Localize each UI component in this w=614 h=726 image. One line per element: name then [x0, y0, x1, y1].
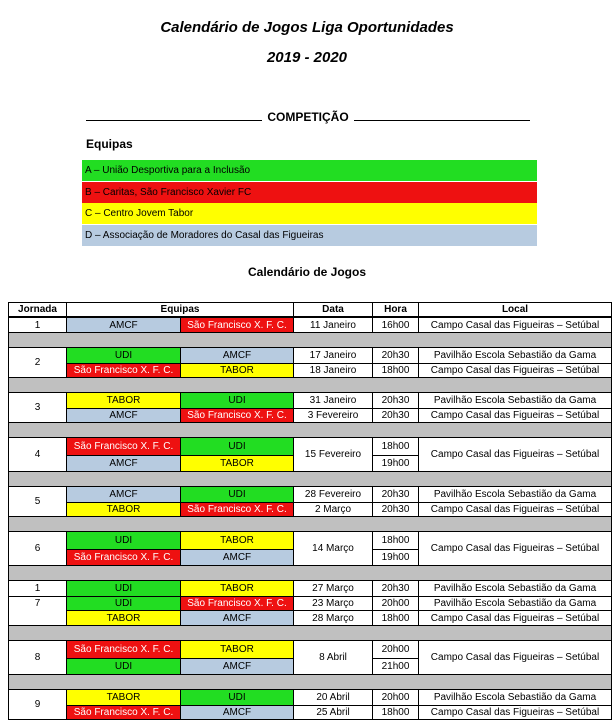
location-cell [419, 487, 611, 516]
away-team: AMCF [181, 549, 293, 566]
match-location: Campo Casal das Figueiras – Setúbal [419, 408, 611, 423]
round-row [8, 392, 612, 423]
away-team-cell [181, 487, 294, 516]
round-row [8, 317, 612, 333]
home-team: UDI [67, 581, 180, 596]
match-location: Pavilhão Escola Sebastião da Gama [433, 394, 597, 406]
time-cell [373, 690, 419, 719]
round-separator [8, 675, 612, 689]
round-row [8, 640, 612, 675]
match-date: 31 Janeiro [309, 394, 357, 406]
match-location: Pavilhão Escola Sebastião da Gama [433, 582, 597, 594]
date-cell [294, 487, 373, 516]
round-separator [8, 566, 612, 580]
home-team: UDI [67, 596, 180, 611]
home-team: AMCF [67, 487, 180, 502]
match-date: 17 Janeiro [309, 349, 357, 361]
away-team-cell [181, 532, 294, 565]
col-header-local: Local [501, 304, 529, 315]
jornada-cell: 3 [9, 393, 67, 422]
jornada-cell: 9 [9, 690, 67, 719]
away-team: AMCF [181, 658, 293, 675]
date-cell [294, 581, 373, 625]
team-b: B – Caritas, São Francisco Xavier FC [82, 182, 537, 203]
match-time: 20h30 [381, 394, 410, 406]
away-team: UDI [181, 487, 293, 502]
match-location: Pavilhão Escola Sebastião da Gama [433, 488, 597, 500]
date-cell [294, 393, 373, 422]
away-team: AMCF [181, 705, 293, 720]
round-separator [8, 472, 612, 486]
match-date: 18 Janeiro [294, 363, 372, 378]
match-time: 18h00 [373, 363, 418, 378]
away-team-cell [181, 348, 294, 377]
away-team-cell [181, 581, 294, 625]
match-time: 19h00 [373, 549, 418, 566]
sub-cell: 1 [34, 582, 41, 594]
date-cell [294, 348, 373, 377]
calendar-heading: Calendário de Jogos [247, 265, 367, 279]
home-team-cell [67, 438, 181, 471]
match-time: 18h00 [373, 610, 418, 625]
match-date: 20 Abril [316, 691, 350, 703]
match-time: 20h30 [373, 408, 418, 423]
away-team: TABOR [181, 641, 293, 658]
match-date: 28 Fevereiro [304, 488, 362, 500]
away-team: TABOR [181, 455, 293, 472]
jornada-cell: 4 [9, 438, 67, 471]
team-a: A – União Desportiva para a Inclusão [82, 160, 537, 181]
date-cell [294, 318, 373, 332]
match-location: Campo Casal das Figueiras – Setúbal [419, 610, 611, 625]
time-cell [373, 532, 419, 565]
table-header-row [8, 302, 612, 317]
match-location: Campo Casal das Figueiras – Setúbal [419, 705, 611, 720]
home-team-cell [67, 532, 181, 565]
away-team: UDI [181, 690, 293, 705]
date-cell: 14 Março [294, 532, 373, 565]
away-team: TABOR [181, 363, 293, 378]
match-time: 20h30 [381, 582, 410, 594]
home-team: TABOR [67, 610, 180, 625]
match-time: 20h00 [381, 691, 410, 703]
col-header-data: Data [294, 303, 373, 316]
time-cell [373, 438, 419, 471]
location-cell [419, 393, 611, 422]
round-separator [8, 517, 612, 531]
away-team: AMCF [181, 610, 293, 625]
time-cell [373, 348, 419, 377]
match-time: 19h00 [373, 455, 418, 472]
home-team: AMCF [67, 318, 180, 332]
date-cell: 8 Abril [294, 641, 373, 674]
competition-underline-right [354, 120, 530, 121]
match-time: 20h30 [373, 502, 418, 517]
jornada-cell: 5 [9, 487, 67, 516]
location-cell [419, 318, 611, 332]
jornada-cell: 8 [9, 641, 67, 674]
home-team: São Francisco X. F. C. [67, 438, 180, 455]
round-row [8, 531, 612, 566]
match-date: 28 Março [294, 610, 372, 625]
match-time: 20h00 [381, 643, 410, 655]
season-label: 2019 - 2020 [266, 49, 348, 66]
col-header-equipas: Equipas [67, 303, 294, 316]
home-team: AMCF [67, 408, 180, 423]
away-team-cell [181, 393, 294, 422]
match-date: 25 Abril [294, 705, 372, 720]
page-title: Calendário de Jogos Liga Oportunidades [160, 19, 454, 36]
match-location: Campo Casal das Figueiras – Setúbal [430, 319, 600, 331]
round-row [8, 486, 612, 517]
round-separator [8, 333, 612, 347]
match-time: 20h00 [373, 596, 418, 611]
match-location: Campo Casal das Figueiras – Setúbal [419, 502, 611, 517]
home-team-cell [67, 641, 181, 674]
match-time: 21h00 [373, 658, 418, 675]
match-date: 3 Fevereiro [294, 408, 372, 423]
home-team: TABOR [67, 502, 180, 517]
match-time: 18h00 [381, 534, 410, 546]
away-team: São Francisco X. F. C. [181, 502, 293, 517]
time-cell [373, 641, 419, 674]
match-location: Pavilhão Escola Sebastião da Gama [433, 691, 597, 703]
home-team-cell [67, 487, 181, 516]
away-team: UDI [181, 438, 293, 455]
match-time: 16h00 [381, 319, 410, 331]
match-location: Pavilhão Escola Sebastião da Gama [433, 349, 597, 361]
home-team: São Francisco X. F. C. [67, 549, 180, 566]
home-team: TABOR [67, 393, 180, 408]
jornada-cell: 6 [9, 532, 67, 565]
jornada-cell [9, 581, 67, 625]
schedule-table [8, 302, 612, 720]
match-location: Campo Casal das Figueiras – Setúbal [419, 363, 611, 378]
location-cell: Campo Casal das Figueiras – Setúbal [430, 449, 600, 460]
home-team-cell [67, 348, 181, 377]
home-team: TABOR [67, 690, 180, 705]
home-team-cell [67, 393, 181, 422]
sub-cell [9, 610, 66, 625]
competition-label: COMPETIÇÃO [267, 110, 349, 124]
round-separator [8, 626, 612, 640]
away-team-cell [181, 690, 294, 719]
location-cell [419, 348, 611, 377]
sub-cell: 7 [9, 596, 66, 611]
away-team-cell [181, 641, 294, 674]
location-cell [419, 690, 611, 719]
team-d: D – Associação de Moradores do Casal das Figueiras [82, 225, 537, 246]
round-separator [8, 378, 612, 392]
home-team-cell [67, 318, 181, 332]
match-date: 2 Março [294, 502, 372, 517]
match-date: 23 Março [294, 596, 372, 611]
time-cell [373, 487, 419, 516]
team-c: C – Centro Jovem Tabor [82, 203, 537, 224]
match-time: 18h00 [373, 705, 418, 720]
away-team-cell [181, 438, 294, 471]
round-row [8, 689, 612, 720]
competition-line [86, 104, 530, 124]
away-team: AMCF [181, 348, 293, 363]
home-team: São Francisco X. F. C. [67, 363, 180, 378]
away-team: TABOR [181, 532, 293, 549]
home-team: UDI [67, 348, 180, 363]
home-team-cell [67, 581, 181, 625]
match-time: 18h00 [381, 440, 410, 452]
away-team: UDI [181, 393, 293, 408]
home-team: São Francisco X. F. C. [67, 705, 180, 720]
competition-underline-left [86, 120, 262, 121]
match-date: 27 Março [312, 582, 354, 594]
round-separator [8, 423, 612, 437]
away-team-cell [181, 318, 294, 332]
time-cell [373, 581, 419, 625]
round-row [8, 347, 612, 378]
time-cell [373, 393, 419, 422]
date-cell [294, 690, 373, 719]
match-date: 11 Janeiro [310, 319, 356, 331]
match-time: 20h30 [381, 349, 410, 361]
away-team: São Francisco X. F. C. [181, 408, 293, 423]
col-header-hora: Hora [373, 303, 419, 316]
match-location: Pavilhão Escola Sebastião da Gama [419, 596, 611, 611]
home-team: UDI [67, 532, 180, 549]
jornada-cell: 2 [9, 348, 67, 377]
home-team-cell [67, 690, 181, 719]
location-cell: Campo Casal das Figueiras – Setúbal [430, 652, 600, 663]
home-team: UDI [67, 658, 180, 675]
home-team: São Francisco X. F. C. [67, 641, 180, 658]
away-team: São Francisco X. F. C. [181, 318, 293, 332]
round-row [8, 437, 612, 472]
location-cell: Campo Casal das Figueiras – Setúbal [430, 543, 600, 554]
away-team: TABOR [181, 581, 293, 596]
jornada-cell: 1 [9, 318, 67, 332]
home-team: AMCF [67, 455, 180, 472]
time-cell [373, 318, 419, 332]
round-row [8, 580, 612, 626]
col-header-jornada: Jornada [9, 303, 67, 316]
match-time: 20h30 [381, 488, 410, 500]
away-team: São Francisco X. F. C. [181, 596, 293, 611]
date-cell: 15 Fevereiro [294, 438, 373, 471]
location-cell [419, 581, 611, 625]
teams-heading: Equipas [86, 137, 133, 151]
